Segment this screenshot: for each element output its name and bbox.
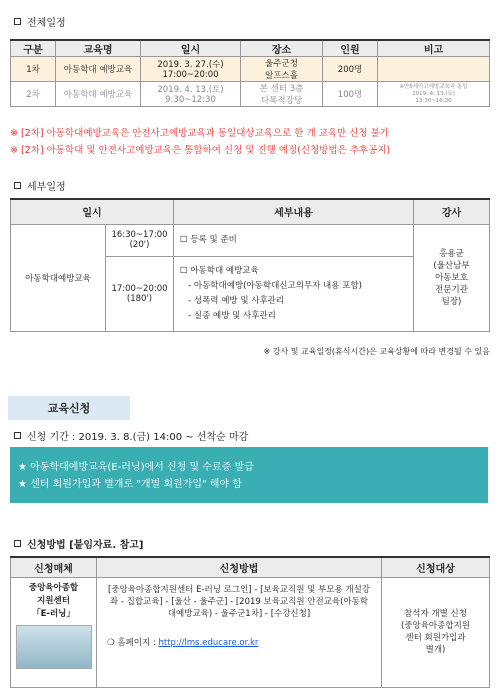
col-header: 구분 [11,40,56,57]
col-header: 세부내용 [174,199,414,224]
table-cell [378,57,490,82]
square-bullet-icon [14,182,21,189]
period-text: 신청 기간 : 2019. 3. 8.(금) 14:00 ~ 선착순 마감 [27,432,249,443]
table-cell: 1차 [11,57,56,82]
section-title: 전체일정 [27,18,66,29]
col-header: 장소 [241,40,323,57]
col-header: 일시 [141,40,241,57]
section-overall-schedule [14,14,66,29]
table-row [11,57,490,82]
homepage-link[interactable]: http://lms.educare.or.kr [158,637,259,648]
content-cell: ☐ 아동학대 예방교육 - 아동학대예방(아동학대신고의무자 내용 포함) - 성폭력 예방 및 사후관리 - 실종 예방 및 사후관리 [174,256,414,331]
col-header: 인원 [323,40,378,57]
target-cell: 참석자 개별 신청 (중앙육아종합지원 센터 회원가입과 별개) [382,577,490,687]
schedule-change-note: ※ 강사 및 교육일정(휴식시간)은 교육상황에 따라 변경될 수 있음 [263,347,490,356]
section-detail-schedule [14,178,66,193]
content-cell: ☐ 등록 및 준비 [174,224,414,256]
circle-bullet-icon: ❍ [107,637,118,648]
section-apply-method [14,536,144,551]
table-cell: 2019. 3. 27.(수) 17:00~20:00 [141,57,241,82]
square-bullet-icon [14,18,21,25]
apply-method-table [10,556,490,688]
lecturer-cell: 홍용균 (울산남부 아동보호 전문기관 팀장) [414,224,490,331]
table-cell: 100명 [323,82,378,107]
course-name: 아동학대예방교육 [11,224,106,331]
notice-box [10,447,488,503]
table-cell: 아동학대 예방교육 [56,82,141,107]
col-header: 신청방법 [97,557,382,577]
table-row [11,82,490,107]
table-cell: 2019. 4. 13.(토) 9:30~12:30 [141,82,241,107]
medium-name: 중앙육아종합 지원센터 「E-러닝」 [28,582,79,619]
col-header: 비고 [378,40,490,57]
website-thumbnail [16,625,92,669]
table-cell: 본 센터 3층 다목적강당 [241,82,323,107]
square-bullet-icon [14,540,21,547]
homepage-line [107,636,371,648]
col-header: 강사 [414,199,490,224]
time-cell: 16:30~17:00 (20') [106,224,174,256]
section-title: 신청방법 [붙임자료. 참고] [27,540,144,551]
notice-line: ★ 아동학대예방교육(E-러닝)에서 신청 및 수료증 발급 [18,462,254,473]
medium-cell [11,577,97,687]
homepage-label: 홈페이지 : [117,637,159,648]
warning-note: ※ [2차] 아동학대예방교육은 안전사고예방교육과 동일대상교육으로 한 개 교육만 신청 불가 [10,128,389,139]
notice-line: ★ 센터 회원가입과 별개로 "개별 회원가입" 해야 함 [18,479,242,490]
square-bullet-icon [14,432,21,439]
col-header: 신청대상 [382,557,490,577]
table-cell: ※만5세아고예방교육과 동일 2019. 4. 13.(토) 13:30~16:30 [378,82,490,107]
section-title: 세부일정 [27,182,66,193]
table-cell: 200명 [323,57,378,82]
table-cell: 아동학대 예방교육 [56,57,141,82]
apply-badge: 교육신청 [8,396,130,420]
time-cell: 17:00~20:00 (180') [106,256,174,331]
table-cell: 울주군청 알프스홀 [241,57,323,82]
col-header: 신청매체 [11,557,97,577]
detail-schedule-table [10,198,490,332]
method-cell [97,577,382,687]
warning-note: ※ [2차] 아동학대 및 안전사고예방교육은 통합하여 신청 및 진행 예정(신청방법은 추후공지) [10,145,391,156]
col-header: 일시 [11,199,174,224]
col-header: 교육명 [56,40,141,57]
overall-schedule-table [10,39,490,107]
apply-period [14,428,248,443]
table-cell: 2차 [11,82,56,107]
method-steps: [중앙육아종합지원센터 E-러닝 로그인] - [보육교직원 및 부모용 개설강좌 - 집합교육] - [울산 - 울주군] - [2019 보육교직원 안전교육(아동학대예방교육) - 울주군1차] - [수강신청] [107,584,371,619]
